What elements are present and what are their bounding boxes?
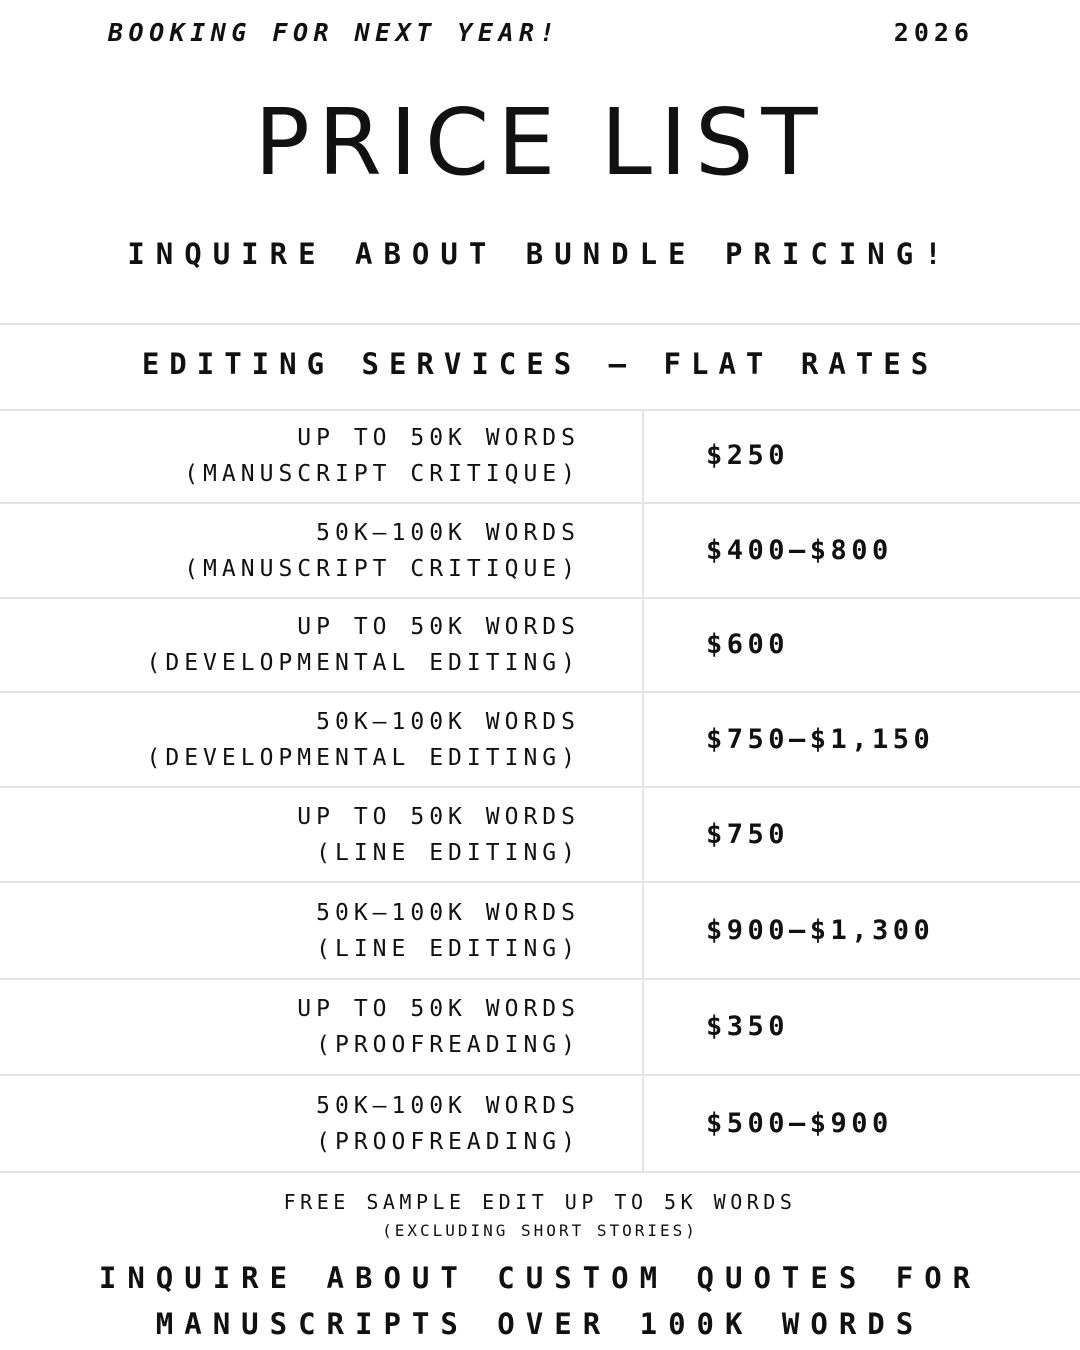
column-divider [642,883,644,978]
service-type: (PROOFREADING) [316,1128,580,1155]
section-heading: EDITING SERVICES – FLAT RATES [141,347,939,381]
service-price: $500–$900 [706,1107,893,1139]
service-type: (DEVELOPMENTAL EDITING) [146,650,580,676]
word-range: UP TO 50K WORDS [297,803,580,830]
page-title: PRICE LIST [254,89,826,196]
price-row [0,883,1080,980]
service-description [184,420,580,492]
price-table [0,410,1080,1173]
word-range: UP TO 50K WORDS [297,996,580,1022]
service-type: (PROOFREADING) [316,1032,580,1058]
booking-note: BOOKING FOR NEXT YEAR! [108,18,561,47]
service-price: $750 [706,818,790,850]
price-row [0,410,1080,504]
year-label: 2026 [893,18,974,47]
column-divider [642,693,644,786]
price-row [0,504,1080,599]
service-type: (LINE EDITING) [316,935,580,962]
word-range: 50K–100K WORDS [316,1092,580,1119]
service-description [297,991,580,1063]
service-description [147,704,581,776]
column-divider [642,980,644,1074]
service-description [147,609,581,681]
custom-quote-line-1: INQUIRE ABOUT CUSTOM QUOTES FOR [98,1261,982,1295]
custom-quote-line-2: MANUSCRIPTS OVER 100K WORDS [155,1307,925,1341]
column-divider [642,788,644,881]
service-type: (MANUSCRIPT CRITIQUE) [184,555,580,582]
service-type: (DEVELOPMENTAL EDITING) [146,744,580,771]
word-range: UP TO 50K WORDS [297,614,580,640]
bundle-pricing-note: INQUIRE ABOUT BUNDLE PRICING! [127,237,953,271]
price-row [0,1076,1080,1173]
service-price: $350 [706,1011,790,1042]
service-description [297,799,580,871]
price-row [0,599,1080,693]
service-price: $400–$800 [706,534,893,566]
price-row [0,980,1080,1076]
free-sample-note: FREE SAMPLE EDIT UP TO 5K WORDS [283,1190,797,1214]
divider-top [0,323,1080,325]
column-divider [642,504,644,597]
service-price: $600 [706,629,790,660]
word-range: 50K–100K WORDS [316,519,580,546]
service-description [316,895,580,967]
word-range: UP TO 50K WORDS [297,425,580,451]
column-divider [642,410,644,502]
word-range: 50K–100K WORDS [316,708,580,735]
service-type: (LINE EDITING) [316,839,580,866]
service-description [184,515,580,587]
price-row [0,693,1080,788]
service-price: $250 [706,440,790,471]
price-row [0,788,1080,883]
word-range: 50K–100K WORDS [316,899,580,926]
column-divider [642,599,644,691]
service-price: $900–$1,300 [706,914,935,946]
service-description [316,1088,580,1160]
column-divider [642,1076,644,1171]
free-sample-exclusion: (EXCLUDING SHORT STORIES) [382,1221,698,1240]
service-price: $750–$1,150 [706,723,935,755]
top-bar [0,0,1080,70]
service-type: (MANUSCRIPT CRITIQUE) [184,461,580,487]
